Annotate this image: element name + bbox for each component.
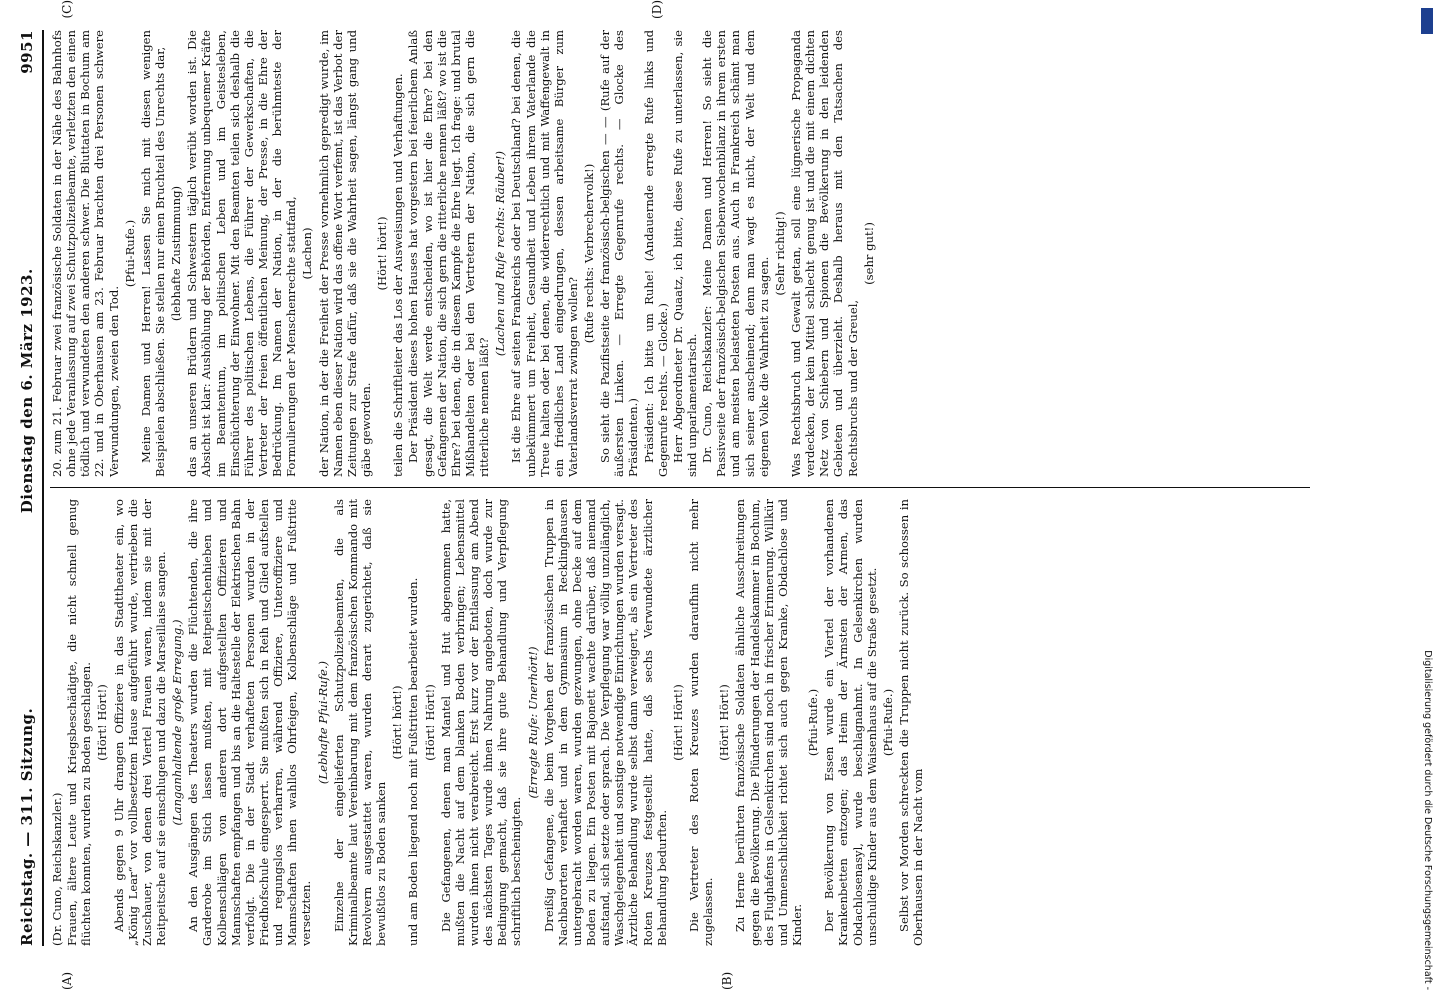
paragraph: Dreißig Gefangene, die beim Vorgehen der französischen Truppen in Nachbarorten verhaftet und in dem Gymnasium in Recklinghausen untergebracht worden waren, wurden gezwungen, ohne Decke auf dem Boden zu liegen. Ein Posten mit Bajonett wachte darüber, daß niemand aufstand, sich setzte oder sprach. Die Verpflegung war völlig unzulänglich, Waschgelegenheit und sonstige notwendige Einrichtungen wurden versagt. Ärztliche Behandlung wurde selbst dann verweigert, als ein Vertreter des Roten Kreuzes festgestellt hatte, daß sechs Verwundete ärztlicher Behandlung bedurften. — [541, 499, 669, 946]
interjection: (Pfui-Rufe.) — [122, 219, 137, 288]
paragraph: Herr Abgeordneter Dr. Quaatz, ich bitte, diese Rufe zu unterlassen, sie sind unparlamentarisch. — [670, 30, 700, 477]
paragraph: Meine Damen und Herren! Lassen Sie mich mit diesen wenigen Beispielen abschließen. Sie stellen nur einen Bruchteil des Unrechts dar, — [138, 30, 167, 477]
interjection: (Langanhaltende große Erregung.) — [170, 619, 185, 826]
header-date: Dienstag den 6. März 1923. — [18, 268, 36, 514]
paragraph: Zu Herne berührten französische Soldaten ähnliche Ausschreitungen gegen die Bevölkerung. Die Plünderungen der Handelskammer in Bochum, des Flughafens in Gelsenkirchen sind noch in frischer Erinnerung. Willkür und Unmenschlichkeit richtet sich auch gegen Kranke, Obdachlose und Kinder. — [733, 499, 805, 946]
paragraph: Der Präsident dieses hohen Hauses hat vorgestern bei feierlichem Anlaß gesagt, die Welt werde entscheiden, wo ist hier die Ehre? bei den Gefangenen der Nation, die sich gern die ritterliche nennen läßt? wo ist die Ehre? bei denen, die in diesem Kampfe die Ehre liegt. Ich frage: und brutal Mißhandelten oder bei den Vertretern der Nation, die sich gern die ritterliche nennen läßt? — [406, 30, 492, 477]
interjection: (Rufe rechts: Verbrechervolk!) — [582, 163, 597, 344]
paragraph: das an unseren Brüdern und Schwestern täglich verübt worden ist. Die Absicht ist klar: Aushöhlung der Behörden, Entfernung unbequemer Kräfte im Beamtentum, im politischen Leben und im Geistesleben, Einschüchterung der Einwohner. Mit den Beamten teilen sich deshalb die Führer des politischen Lebens, die Führer der Gewerkschaften, die Vertreter der freien öffentlichen Meinung, der Presse, in die Ehre der Bedrückung. Im Namen der Nation, in der die berühmteste der Formulierungen der Menschenrechte stattfand, — [185, 30, 299, 477]
paragraph: Frauen, ältere Leute und Kriegsbeschädigte, die nicht schnell genug flüchten konnten, wurden zu Boden geschlagen. — [65, 499, 94, 946]
dfg-logo — [1421, 8, 1433, 34]
paragraph: Die Gefangenen, denen man Mantel und Hut abgenommen hatte, mußten die Nacht auf dem blanken Boden verbringen; Lebensmittel wurden ihnen nicht verabreicht. Erst kurz vor der Entlassung am Abend des nächsten Tages wurde ihnen Nahrung angeboten, doch wurde zur Bedingung gemacht, daß sie ihre gute Behandlung und Verpflegung schriftlich bescheinigten. — [438, 499, 524, 946]
paragraph: Der Bevölkerung von Essen wurde ein Viertel der vorhandenen Krankenbetten entzogen; das Heim der Ärmsten der Armen, das Obdachlosenasyl, wurde beschlagnahmt. In Gelsenkirchen wurden unschuldige Kinder aus dem Waisenhaus auf die Straße gesetzt. — [822, 499, 879, 946]
header-left: Reichstag. — 311. Sitzung. — [18, 707, 36, 946]
paragraph: Selbst vor Morden schreckten die Truppen nicht zurück. So schossen in Oberhausen in der Nacht vom — [897, 499, 926, 946]
paragraph: Ist die Ehre auf seiten Frankreichs oder bei Deutschland? bei denen, die unbekümmert um Freiheit, Gesundheit und Leben ihrem Vaterlande die Treue halten oder bei denen, die widerrechtlich und mit Waffengewalt in ein friedliches Land eingedrungen, dessen arbeitsame Bürger zum Vaterlandsverrat zwingen wollen? — [509, 30, 580, 477]
credit-text: Digitalisierung gefördert durch die Deutsche Forschungsgemeinschaft - — [1422, 650, 1433, 990]
right-column — [50, 0, 1310, 477]
interjection: (Hört! hört!) — [375, 216, 390, 291]
paragraph: der Nation, in der die Freiheit der Presse vornehmlich gepredigt wurde, im Namen eben dieser Nation wird das offene Wort verfemt, ist das Verbot der Zeitungen zur Strafe dafür, daß sie die Wahrheit sagen, längst gang und gäbe geworden. — [316, 30, 373, 477]
header-rule — [42, 30, 44, 946]
paragraph: So sieht die Pazifistseite der französisch-belgischen — — (Rufe auf der äußersten Linken. — Erregte Gegenrufe rechts. — Glocke des Präsidenten.) — [598, 30, 641, 477]
interjection: (Hört! Hört!) — [670, 684, 685, 761]
interjection: (Lachen und Rufe rechts: Räuber!) — [493, 150, 508, 357]
paragraph: (Dr. Cuno, Reichskanzler.) — [50, 792, 64, 946]
interjection: (Hört! Hört!) — [95, 684, 110, 761]
page-number: 9951 — [18, 30, 36, 74]
interjection: (sehr gut!) — [861, 222, 876, 285]
paragraph: Abends gegen 9 Uhr drangen Offiziere in das Stadttheater ein, wo „König Lear“ vor vollbesetztem Hause aufgeführt wurde, vertrieben die Zuschauer, von denen drei Viertel Frauen waren, indem sie mit der Reitpeitsche auf sie einschlugen und dazu die Marseillaise sangen. — [111, 499, 168, 946]
margin-marker-d: (D) — [650, 0, 664, 19]
paragraph: Präsident: Ich bitte um Ruhe! (Andauernde erregte Rufe links und Gegenrufe rechts. — Glocke.) — [641, 30, 670, 477]
left-column — [50, 499, 1310, 990]
interjection: (Hört! Hört!) — [422, 684, 437, 761]
interjection: (Lachen) — [300, 227, 315, 280]
paragraph: Was Rechtsbruch und Gewalt getan, soll eine lügnerische Propaganda verdecken, der kein Mittel schlecht genug ist und die mit einem dichten Netz von Schiebern und Spionen die Bevölkerung in den leidenden Gebieten und überzieht. Deshalb heraus mit den Tatsachen des Rechtsbruchs und der Greuel, — [789, 30, 860, 477]
interjection: (Sehr richtig!) — [772, 211, 787, 296]
interjection: (Lebhafte Pfui-Rufe.) — [315, 660, 330, 785]
paragraph: An den Ausgängen des Theaters wurden die Flüchtenden, die ihre Garderobe im Stich lassen mußten, mit Reitpeitschenhieben und Kolbenschlägen von anderen dort aufgestellten Offizieren und Mannschaften empfangen und bis an die Haltestelle der Elektrischen Bahn verfolgt. Die in der Stadt verhafteten Personen wurden in der Friedhofschule eingesperrt. Sie mußten sich in Reih und Glied aufstellen und regungslos verharren, während Offiziere, Unteroffiziere und Mannschaften ihnen wahllos Ohrfeigen, Kolbenschläge und Fußtritte versetzten. — [186, 499, 314, 946]
interjection: (Pfui-Rufe.) — [806, 688, 821, 757]
paragraph: teilen die Schriftleiter das Los der Ausweisungen und Verhaftungen. — [391, 73, 406, 477]
paragraph: Die Vertreter des Roten Kreuzes wurden daraufhin nicht mehr zugelassen. — [687, 499, 716, 946]
margin-marker-c: (C) — [60, 0, 74, 19]
paragraph: Einzelne der eingelieferten Schutzpolizeibeamten, die als Kriminalbeamte laut Vereinbarung mit dem französischen Kommando mit Revolvern ausgestattet waren, wurden derart zugerichtet, daß sie bewußtlos zu Boden sanken — [331, 499, 389, 946]
column-divider — [50, 487, 1310, 488]
interjection: (Erregte Rufe: Unerhört!) — [525, 646, 540, 799]
margin-marker-a: (A) — [60, 971, 74, 990]
interjection: (lebhafte Zustimmung) — [169, 185, 184, 322]
page-header — [18, 30, 40, 946]
paragraph: 20. zum 21. Februar zwei französische Soldaten in der Nähe des Bahnhofs ohne jede Veranlassung auf zwei Schutzpolizeibeamte, verletzten den einen tödlich und verwundeten den anderen schwer. Die Bluttaten in Bochum am 22. und in Oberhausen am 23. Februar brachten drei Personen schwere Verwundungen, zweien den Tod. — [50, 30, 121, 477]
paragraph: und am Boden liegend noch mit Fußtritten bearbeitet wurden. — [406, 577, 421, 946]
text-columns — [50, 0, 1310, 990]
paragraph: Dr. Cuno, Reichskanzler: Meine Damen und Herren! So sieht die Passivseite der französisch-belgischen Siebenwochenbilanz in ihrem ersten und am meisten belasteten Posten aus. Auch in Frankreich schämt man sich seiner anscheinend; denn man wagt es nicht, der Welt und dem eigenen Volke die Wahrheit zu sagen. — [700, 30, 771, 477]
interjection: (Hört! Hört!) — [717, 684, 732, 761]
interjection: (Pfui-Rufe.) — [880, 688, 895, 757]
digitization-credit — [1420, 10, 1434, 990]
interjection: (Hört! hört!) — [390, 685, 405, 760]
margin-marker-b: (B) — [720, 971, 734, 990]
